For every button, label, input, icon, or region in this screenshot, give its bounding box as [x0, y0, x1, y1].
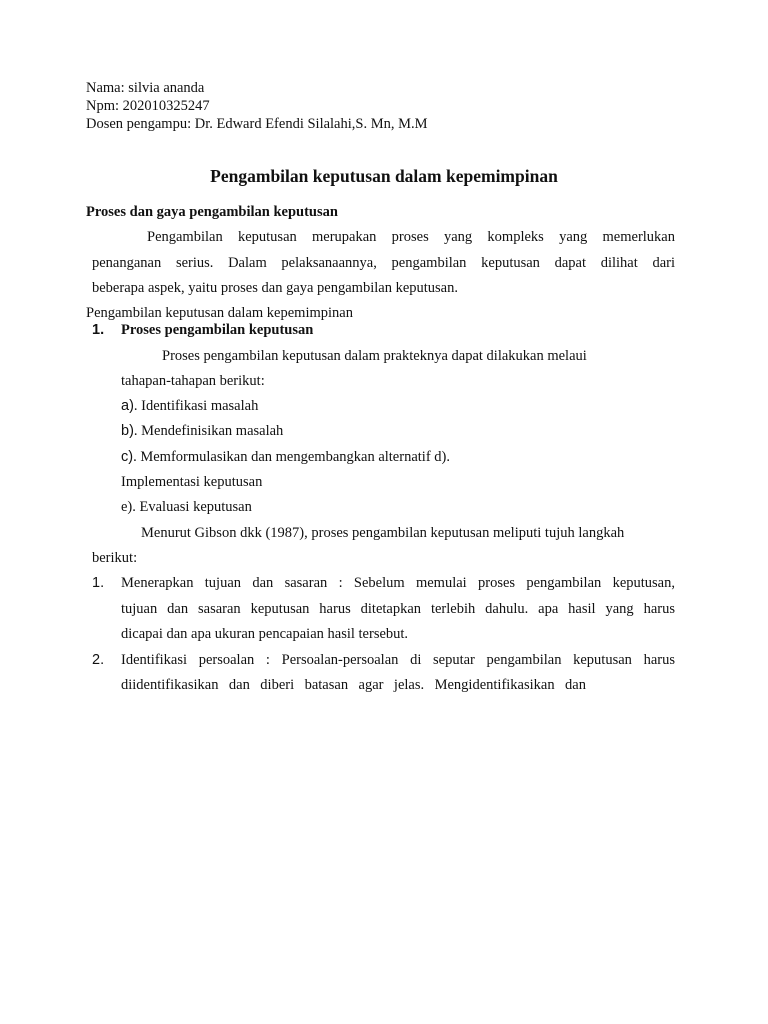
list-item-1-line-1 — [121, 575, 675, 592]
intro-line-1: Pengambilan keputusan merupakan proses yang kompleks yang memerlukan — [147, 229, 675, 245]
list-item-2-line-1-rest: Persoalan-persoalan di seputar pengambilan keputusan harus — [281, 652, 675, 668]
intro-line-3: beberapa aspek, yaitu proses dan gaya pengambilan keputusan. — [92, 280, 458, 296]
step-c-text: . Memformulasikan dan mengembangkan alternatif d). — [133, 449, 450, 465]
list-item-1-lead: Menerapkan tujuan dan sasaran : — [121, 575, 343, 591]
step-b-marker: b) — [121, 423, 134, 439]
list-item-2-line-2: diidentifikasikan dan diberi batasan agar jelas. Mengidentifikasikan dan — [121, 677, 586, 693]
step-b-text: . Mendefinisikan masalah — [133, 423, 284, 439]
step-a-text: . Identifikasi masalah — [133, 398, 259, 414]
lecturer: Dosen pengampu: Dr. Edward Efendi Silalahi,S. Mn, M.M — [86, 116, 428, 132]
item-1-heading: Proses pengambilan keputusan — [121, 322, 314, 338]
student-npm: Npm: 202010325247 — [86, 98, 210, 114]
list-item-1-line-1-rest: Sebelum memulai proses pengambilan keputusan, — [353, 575, 675, 591]
student-name: Nama: silvia ananda — [86, 80, 205, 96]
step-a — [121, 398, 258, 415]
list-item-2-line-1 — [121, 652, 675, 669]
list-item-2-number: 2. — [92, 652, 105, 668]
section-heading: Proses dan gaya pengambilan keputusan — [86, 204, 338, 220]
subtitle: Pengambilan keputusan dalam kepemimpinan — [86, 305, 353, 321]
list-item-1-number: 1. — [92, 575, 105, 591]
step-c-marker: c) — [121, 449, 134, 465]
list-item-2-lead: Identifikasi persoalan : — [121, 652, 270, 668]
list-item-1-line-3: dicapai dan apa ukuran pencapaian hasil tersebut. — [121, 626, 409, 642]
step-e: e). Evaluasi keputusan — [121, 499, 252, 515]
step-c — [121, 449, 450, 466]
intro-line-2: penanganan serius. Dalam pelaksanaannya, pengambilan keputusan dapat dilihat dari — [92, 255, 675, 271]
item-1-para-line-1: Proses pengambilan keputusan dalam prakteknya dapat dilakukan melaui — [162, 348, 587, 364]
list-item-1-line-2: tujuan dan sasaran keputusan harus ditetapkan terlebih dahulu. apa hasil yang harus — [121, 601, 675, 617]
gibson-line-1: Menurut Gibson dkk (1987), proses pengambilan keputusan meliputi tujuh langkah — [141, 525, 625, 541]
step-b — [121, 423, 283, 440]
page-title: Pengambilan keputusan dalam kepemimpinan — [210, 166, 558, 186]
item-1-number: 1. — [92, 322, 105, 338]
item-1-para-line-2: tahapan-tahapan berikut: — [121, 373, 265, 389]
step-d: Implementasi keputusan — [121, 474, 263, 490]
gibson-line-2: berikut: — [92, 550, 138, 566]
step-a-marker: a) — [121, 398, 134, 414]
